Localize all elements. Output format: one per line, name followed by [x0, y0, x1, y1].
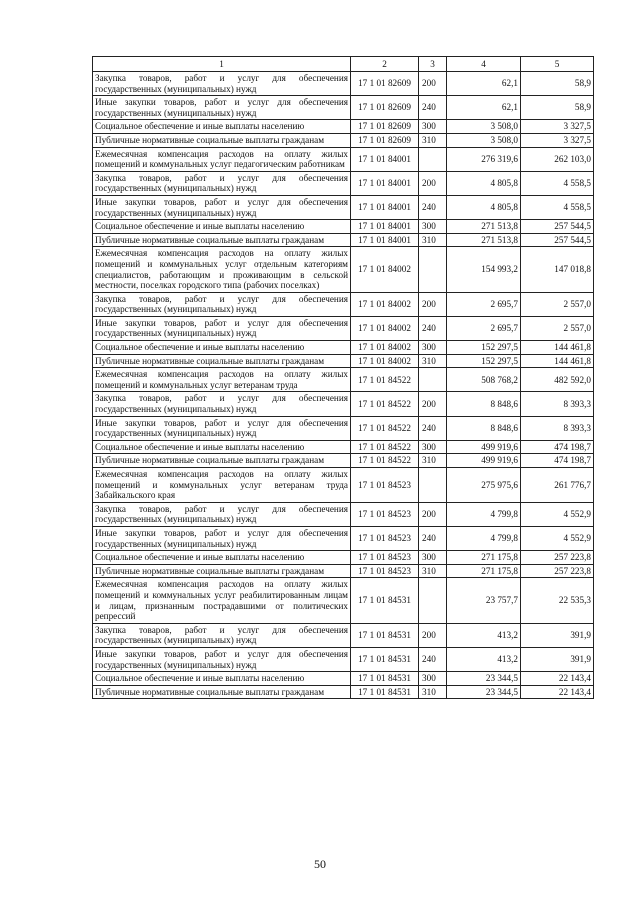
row-value-4: 275 975,6 [447, 468, 521, 503]
row-name: Иные закупки товаров, работ и услуг для обеспечения государственных (муниципальных) нужд [93, 526, 351, 550]
table-row [93, 171, 594, 195]
row-name: Публичные нормативные социальные выплаты гражданам [93, 685, 351, 699]
row-expense-type: 310 [419, 564, 447, 578]
row-value-4: 413,2 [447, 647, 521, 671]
table-row [93, 341, 594, 355]
column-header-4: 4 [447, 57, 521, 72]
table-row [93, 502, 594, 526]
row-value-5: 58,9 [521, 72, 594, 96]
row-code: 17 1 01 82609 [351, 72, 419, 96]
row-expense-type: 200 [419, 623, 447, 647]
table-row [93, 72, 594, 96]
row-value-5: 391,9 [521, 623, 594, 647]
row-code: 17 1 01 84002 [351, 292, 419, 316]
row-expense-type: 240 [419, 416, 447, 440]
table-row [93, 623, 594, 647]
row-value-4: 499 919,6 [447, 454, 521, 468]
row-name: Иные закупки товаров, работ и услуг для обеспечения государственных (муниципальных) нужд [93, 416, 351, 440]
table-row [93, 316, 594, 340]
row-expense-type: 310 [419, 685, 447, 699]
row-value-5: 22 143,4 [521, 672, 594, 686]
table-row [93, 247, 594, 292]
table-row [93, 647, 594, 671]
row-code: 17 1 01 84523 [351, 526, 419, 550]
table-row [93, 672, 594, 686]
row-value-4: 271 513,8 [447, 220, 521, 234]
row-name: Иные закупки товаров, работ и услуг для обеспечения государственных (муниципальных) нужд [93, 195, 351, 219]
row-code: 17 1 01 84522 [351, 440, 419, 454]
row-name: Публичные нормативные социальные выплаты гражданам [93, 564, 351, 578]
table-row [93, 354, 594, 368]
row-code: 17 1 01 84522 [351, 392, 419, 416]
row-value-5: 4 552,9 [521, 526, 594, 550]
row-value-4: 4 799,8 [447, 526, 521, 550]
table-row [93, 526, 594, 550]
table-row [93, 195, 594, 219]
row-expense-type [419, 247, 447, 292]
table-row [93, 292, 594, 316]
table-row [93, 685, 594, 699]
row-name: Социальное обеспечение и иные выплаты населению [93, 120, 351, 134]
row-code: 17 1 01 82609 [351, 133, 419, 147]
row-value-4: 271 513,8 [447, 233, 521, 247]
row-value-5: 391,9 [521, 647, 594, 671]
row-value-4: 62,1 [447, 96, 521, 120]
row-code: 17 1 01 82609 [351, 120, 419, 134]
table-row [93, 147, 594, 171]
row-code: 17 1 01 84522 [351, 416, 419, 440]
row-value-4: 276 319,6 [447, 147, 521, 171]
row-code: 17 1 01 84531 [351, 685, 419, 699]
row-value-4: 413,2 [447, 623, 521, 647]
row-name: Закупка товаров, работ и услуг для обеспечения государственных (муниципальных) нужд [93, 292, 351, 316]
row-value-4: 152 297,5 [447, 354, 521, 368]
table-row [93, 416, 594, 440]
row-value-5: 4 558,5 [521, 171, 594, 195]
row-expense-type: 310 [419, 233, 447, 247]
row-value-4: 3 508,0 [447, 133, 521, 147]
row-name: Социальное обеспечение и иные выплаты населению [93, 672, 351, 686]
row-name: Публичные нормативные социальные выплаты гражданам [93, 454, 351, 468]
row-code: 17 1 01 84522 [351, 368, 419, 392]
row-value-4: 8 848,6 [447, 392, 521, 416]
row-name: Ежемесячная компенсация расходов на оплату жилых помещений и коммунальных услуг отдельным категориям специалистов, работающим и проживающим в сельской местности, поселках городского типа (рабочих поселках) [93, 247, 351, 292]
row-name: Публичные нормативные социальные выплаты гражданам [93, 354, 351, 368]
row-expense-type: 240 [419, 647, 447, 671]
row-value-5: 261 776,7 [521, 468, 594, 503]
row-code: 17 1 01 84001 [351, 220, 419, 234]
row-expense-type: 200 [419, 502, 447, 526]
row-value-4: 62,1 [447, 72, 521, 96]
row-value-5: 2 557,0 [521, 292, 594, 316]
budget-table [92, 56, 594, 699]
row-code: 17 1 01 84523 [351, 468, 419, 503]
row-code: 17 1 01 84531 [351, 672, 419, 686]
row-name: Социальное обеспечение и иные выплаты населению [93, 440, 351, 454]
row-name: Ежемесячная компенсация расходов на оплату жилых помещений и коммунальных услуг педагогическим работникам [93, 147, 351, 171]
row-code: 17 1 01 82609 [351, 96, 419, 120]
column-header-1: 1 [93, 57, 351, 72]
row-value-5: 257 223,8 [521, 551, 594, 565]
row-value-5: 482 592,0 [521, 368, 594, 392]
row-name: Закупка товаров, работ и услуг для обеспечения государственных (муниципальных) нужд [93, 502, 351, 526]
header-row [93, 57, 594, 72]
table-row [93, 392, 594, 416]
row-expense-type: 200 [419, 72, 447, 96]
row-code: 17 1 01 84001 [351, 171, 419, 195]
row-value-5: 474 198,7 [521, 440, 594, 454]
row-code: 17 1 01 84523 [351, 502, 419, 526]
row-expense-type: 300 [419, 341, 447, 355]
row-value-4: 8 848,6 [447, 416, 521, 440]
table-row [93, 468, 594, 503]
row-value-4: 2 695,7 [447, 292, 521, 316]
row-value-5: 58,9 [521, 96, 594, 120]
column-header-3: 3 [419, 57, 447, 72]
row-value-4: 499 919,6 [447, 440, 521, 454]
row-code: 17 1 01 84002 [351, 341, 419, 355]
table-row [93, 96, 594, 120]
table-row [93, 578, 594, 623]
row-expense-type: 240 [419, 195, 447, 219]
row-expense-type [419, 147, 447, 171]
row-value-4: 154 993,2 [447, 247, 521, 292]
row-code: 17 1 01 84531 [351, 623, 419, 647]
row-value-5: 257 544,5 [521, 220, 594, 234]
table-row [93, 233, 594, 247]
row-expense-type: 240 [419, 96, 447, 120]
row-value-5: 8 393,3 [521, 416, 594, 440]
row-expense-type: 200 [419, 392, 447, 416]
row-name: Закупка товаров, работ и услуг для обеспечения государственных (муниципальных) нужд [93, 623, 351, 647]
row-name: Иные закупки товаров, работ и услуг для обеспечения государственных (муниципальных) нужд [93, 316, 351, 340]
row-code: 17 1 01 84523 [351, 564, 419, 578]
row-value-5: 4 558,5 [521, 195, 594, 219]
row-value-4: 4 805,8 [447, 171, 521, 195]
table-row [93, 454, 594, 468]
row-name: Публичные нормативные социальные выплаты гражданам [93, 133, 351, 147]
row-name: Публичные нормативные социальные выплаты гражданам [93, 233, 351, 247]
row-value-5: 2 557,0 [521, 316, 594, 340]
row-name: Иные закупки товаров, работ и услуг для обеспечения государственных (муниципальных) нужд [93, 647, 351, 671]
row-value-5: 147 018,8 [521, 247, 594, 292]
row-code: 17 1 01 84002 [351, 247, 419, 292]
row-value-4: 2 695,7 [447, 316, 521, 340]
row-code: 17 1 01 84522 [351, 454, 419, 468]
row-expense-type: 240 [419, 316, 447, 340]
row-name: Закупка товаров, работ и услуг для обеспечения государственных (муниципальных) нужд [93, 392, 351, 416]
row-code: 17 1 01 84001 [351, 147, 419, 171]
row-expense-type: 310 [419, 454, 447, 468]
row-expense-type [419, 368, 447, 392]
row-expense-type: 200 [419, 171, 447, 195]
row-value-5: 262 103,0 [521, 147, 594, 171]
row-value-4: 4 799,8 [447, 502, 521, 526]
row-name: Закупка товаров, работ и услуг для обеспечения государственных (муниципальных) нужд [93, 72, 351, 96]
row-value-5: 474 198,7 [521, 454, 594, 468]
row-expense-type: 300 [419, 672, 447, 686]
row-value-5: 22 143,4 [521, 685, 594, 699]
row-code: 17 1 01 84523 [351, 551, 419, 565]
row-expense-type: 300 [419, 220, 447, 234]
row-value-4: 23 344,5 [447, 685, 521, 699]
row-value-5: 3 327,5 [521, 133, 594, 147]
row-value-5: 3 327,5 [521, 120, 594, 134]
row-expense-type: 310 [419, 133, 447, 147]
row-expense-type: 300 [419, 120, 447, 134]
row-value-4: 271 175,8 [447, 551, 521, 565]
row-value-4: 508 768,2 [447, 368, 521, 392]
row-value-5: 257 223,8 [521, 564, 594, 578]
table-row [93, 440, 594, 454]
table-row [93, 220, 594, 234]
column-header-5: 5 [521, 57, 594, 72]
table-row [93, 564, 594, 578]
column-header-2: 2 [351, 57, 419, 72]
row-name: Ежемесячная компенсация расходов на оплату жилых помещений и коммунальных услуг ветеранам труда [93, 368, 351, 392]
row-code: 17 1 01 84531 [351, 578, 419, 623]
row-value-4: 23 757,7 [447, 578, 521, 623]
row-code: 17 1 01 84002 [351, 354, 419, 368]
row-expense-type [419, 468, 447, 503]
row-expense-type [419, 578, 447, 623]
row-name: Социальное обеспечение и иные выплаты населению [93, 220, 351, 234]
row-value-5: 144 461,8 [521, 354, 594, 368]
row-code: 17 1 01 84001 [351, 195, 419, 219]
row-value-5: 144 461,8 [521, 341, 594, 355]
row-expense-type: 300 [419, 551, 447, 565]
row-value-4: 23 344,5 [447, 672, 521, 686]
row-value-4: 271 175,8 [447, 564, 521, 578]
table-row [93, 368, 594, 392]
table-row [93, 551, 594, 565]
row-name: Иные закупки товаров, работ и услуг для обеспечения государственных (муниципальных) нужд [93, 96, 351, 120]
row-code: 17 1 01 84001 [351, 233, 419, 247]
table-row [93, 133, 594, 147]
row-value-5: 257 544,5 [521, 233, 594, 247]
row-name: Ежемесячная компенсация расходов на оплату жилых помещений и коммунальных услуг реабилитированным лицам и лицам, признанным пострадавшими от политических репрессий [93, 578, 351, 623]
row-expense-type: 200 [419, 292, 447, 316]
row-value-4: 4 805,8 [447, 195, 521, 219]
row-value-4: 3 508,0 [447, 120, 521, 134]
page-number: 50 [314, 857, 326, 871]
row-expense-type: 240 [419, 526, 447, 550]
row-name: Закупка товаров, работ и услуг для обеспечения государственных (муниципальных) нужд [93, 171, 351, 195]
row-name: Социальное обеспечение и иные выплаты населению [93, 551, 351, 565]
row-value-5: 22 535,3 [521, 578, 594, 623]
row-expense-type: 310 [419, 354, 447, 368]
row-name: Ежемесячная компенсация расходов на оплату жилых помещений и коммунальных услуг ветеранам труда Забайкальского края [93, 468, 351, 503]
row-name: Социальное обеспечение и иные выплаты населению [93, 341, 351, 355]
row-value-4: 152 297,5 [447, 341, 521, 355]
row-code: 17 1 01 84531 [351, 647, 419, 671]
row-value-5: 4 552,9 [521, 502, 594, 526]
table-row [93, 120, 594, 134]
row-code: 17 1 01 84002 [351, 316, 419, 340]
row-expense-type: 300 [419, 440, 447, 454]
row-value-5: 8 393,3 [521, 392, 594, 416]
